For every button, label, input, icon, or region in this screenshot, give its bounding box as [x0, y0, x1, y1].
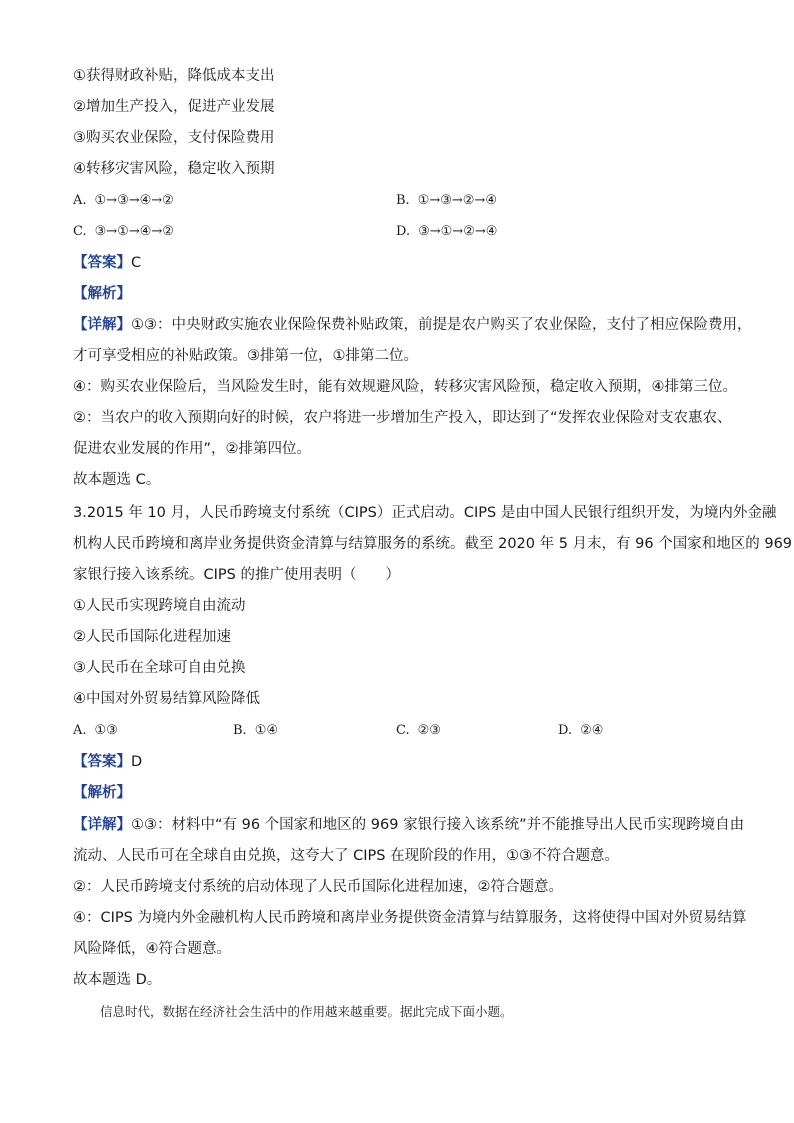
- q3-detail-line-5: 风险降低，④符合题意。: [73, 941, 231, 957]
- detail-text: ①③：材料中“有 96 个国家和地区的 969 家银行接入该系统”并不能推导出人民币实现跨境自由: [131, 817, 745, 833]
- q3-stem-line-3: 家银行接入该系统。CIPS 的推广使用表明（ ）: [73, 567, 400, 583]
- q2-option-a: [73, 191, 174, 211]
- next-section-intro: 信息时代，数据在经济社会生活中的作用越来越重要。据此完成下面小题。: [100, 1004, 513, 1019]
- q3-answer: [73, 752, 142, 772]
- option-label: C.: [73, 224, 87, 239]
- option-label: B.: [396, 193, 410, 208]
- option-label: A.: [73, 193, 87, 208]
- q2-detail-line-2: 才可享受相应的补贴政策。③排第一位，①排第二位。: [73, 348, 418, 364]
- option-text: ①③: [94, 723, 118, 738]
- q3-item-4: ④中国对外贸易结算风险降低: [73, 691, 260, 707]
- q3-detail-line-1: [73, 815, 744, 835]
- option-label: D.: [396, 224, 411, 239]
- analysis-tag: 【解析】: [73, 785, 131, 801]
- answer-value: D: [131, 754, 143, 770]
- q3-detail-line-2: 流动、人民币可在全球自由兑换，这夸大了 CIPS 在现阶段的作用，①③不符合题意。: [73, 848, 620, 864]
- detail-tag: 【详解】: [73, 317, 131, 333]
- option-text: ②③: [417, 723, 441, 738]
- q3-conclusion: 故本题选 D。: [73, 972, 162, 988]
- q3-item-3: ③人民币在全球可自由兑换: [73, 660, 246, 676]
- q2-detail-line-1: [73, 315, 752, 335]
- detail-text: ①③：中央财政实施农业保险保费补贴政策，前提是农户购买了农业保险，支付了相应保险费用，: [131, 317, 752, 333]
- option-label: B.: [233, 723, 247, 738]
- option-text: ①④: [254, 723, 278, 738]
- q2-answer: [73, 253, 141, 273]
- option-text: ③→①→④→②: [94, 224, 174, 239]
- q3-detail-line-4: ④：CIPS 为境内外金融机构人民币跨境和离岸业务提供资金清算与结算服务，这将使得中国对外贸易结算: [73, 910, 747, 926]
- answer-value: C: [131, 255, 142, 271]
- option-text: ③→①→②→④: [418, 224, 498, 239]
- analysis-tag: 【解析】: [73, 286, 131, 302]
- q2-detail-line-3: ④：购买农业保险后，当风险发生时，能有效规避风险，转移灾害风险预，稳定收入预期，④排第三位。: [73, 379, 737, 395]
- q3-detail-line-3: ②：人民币跨境支付系统的启动体现了人民币国际化进程加速，②符合题意。: [73, 879, 563, 895]
- q3-item-2: ②人民币国际化进程加速: [73, 629, 231, 645]
- q3-option-a: [73, 721, 118, 741]
- q2-detail-line-4: ②：当农户的收入预期向好的时候，农户将进一步增加生产投入，即达到了“发挥农业保险对支农惠农、: [73, 410, 732, 426]
- option-text: ①→③→④→②: [94, 193, 174, 208]
- option-label: D.: [558, 723, 573, 738]
- q3-stem-line-2: 机构人民币跨境和离岸业务提供资金清算与结算服务的系统。截至 2020 年 5 月末，有 96 个国家和地区的 969: [73, 536, 793, 552]
- q2-option-d: [396, 222, 497, 242]
- option-text: ②④: [580, 723, 604, 738]
- q2-option-c: [73, 222, 174, 242]
- q3-option-b: [233, 721, 278, 741]
- q2-conclusion: 故本题选 C。: [73, 472, 161, 488]
- answer-tag: 【答案】: [73, 754, 131, 770]
- detail-tag: 【详解】: [73, 817, 131, 833]
- q3-analysis-heading: [73, 783, 131, 803]
- q3-item-1: ①人民币实现跨境自由流动: [73, 598, 246, 614]
- answer-tag: 【答案】: [73, 255, 131, 271]
- q2-item-4: ④转移灾害风险，稳定收入预期: [73, 161, 275, 177]
- q2-item-2: ②增加生产投入，促进产业发展: [73, 99, 275, 115]
- q2-option-b: [396, 191, 497, 211]
- q3-option-d: [558, 721, 603, 741]
- q3-stem-line-1: 3.2015 年 10 月，人民币跨境支付系统（CIPS）正式启动。CIPS 是由中国人民银行组织开发，为境内外金融: [73, 505, 777, 521]
- option-label: C.: [396, 723, 410, 738]
- q2-item-1: ①获得财政补贴，降低成本支出: [73, 68, 275, 84]
- option-label: A.: [73, 723, 87, 738]
- q3-option-c: [396, 721, 441, 741]
- q2-analysis-heading: [73, 284, 131, 304]
- q2-detail-line-5: 促进农业发展的作用”，②排第四位。: [73, 441, 312, 457]
- q2-item-3: ③购买农业保险，支付保险费用: [73, 130, 275, 146]
- option-text: ①→③→②→④: [417, 193, 497, 208]
